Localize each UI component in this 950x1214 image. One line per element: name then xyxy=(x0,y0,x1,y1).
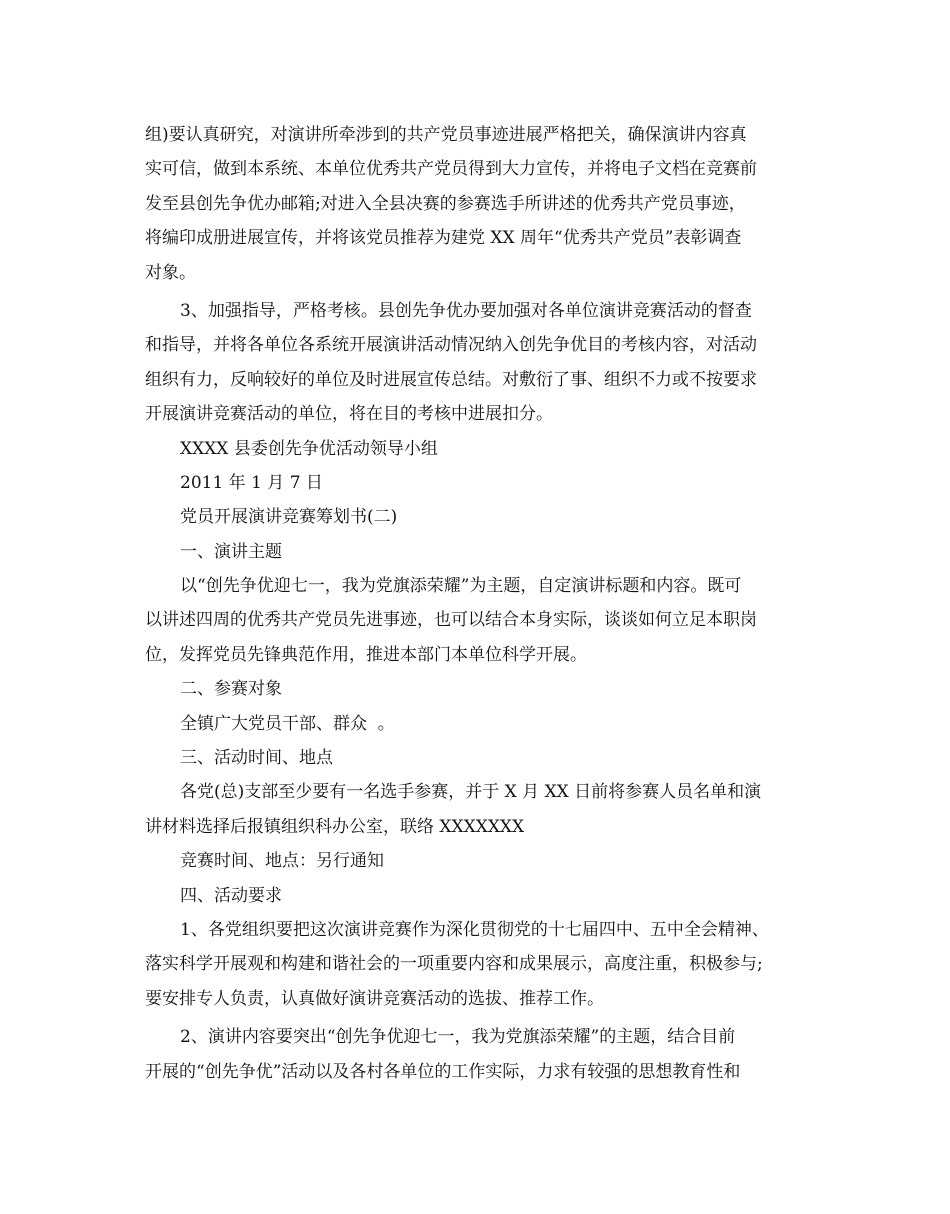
text-line: 将编印成册进展宣传，并将该党员推荐为建党 XX 周年“优秀共产党员”表彰调查 xyxy=(145,228,742,249)
text-line: 和指导，并将各单位各系统开展演讲活动情况纳入创先争优目的考核内容，对活动 xyxy=(145,335,757,356)
text-line: 以讲述四周的优秀共产党员先进事迹，也可以结合本身实际，谈谈如何立足本职岗 xyxy=(145,610,757,631)
text-line: 3、加强指导，严格考核。县创先争优办要加强对各单位演讲竞赛活动的督查 xyxy=(180,300,752,321)
signature-date: 2011 年 1 月 7 日 xyxy=(180,472,323,493)
text-line: 讲材料选择后报镇组织科办公室，联络 XXXXXXX xyxy=(145,816,525,837)
section-heading: 二、参赛对象 xyxy=(180,679,282,700)
section-title: 党员开展演讲竞赛筹划书(二) xyxy=(180,507,398,528)
text-line: 各党(总)支部至少要有一名选手参赛，并于 X 月 XX 日前将参赛人员名单和演 xyxy=(180,782,762,803)
text-line: 2、演讲内容要突出“创先争优迎七一，我为党旗添荣耀”的主题，结合目前 xyxy=(180,1027,736,1048)
text-line: 对象。 xyxy=(145,262,196,283)
section-heading: 四、活动要求 xyxy=(180,885,282,906)
text-line: 以“创先争优迎七一，我为党旗添荣耀”为主题，自定演讲标题和内容。既可 xyxy=(180,576,742,597)
text-line: 组)要认真研究，对演讲所牵涉到的共产党员事迹进展严格把关，确保演讲内容真 xyxy=(145,125,747,145)
document-body xyxy=(145,118,835,1089)
text-line: 全镇广大党员干部、群众 。 xyxy=(180,713,395,734)
signature-org: XXXX 县委创先争优活动领导小组 xyxy=(180,438,438,459)
text-line: 开展演讲竞赛活动的单位，将在目的考核中进展扣分。 xyxy=(145,404,553,425)
text-line: 发至县创先争优办邮箱;对进入全县决赛的参赛选手所讲述的优秀共产党员事迹， xyxy=(145,193,746,214)
text-line: 实可信，做到本系统、本单位优秀共产党员得到大力宣传，并将电子文档在竞赛前 xyxy=(145,159,757,180)
text-line: 竞赛时间、地点：另行通知 xyxy=(180,851,384,872)
section-heading: 三、活动时间、地点 xyxy=(180,748,333,769)
text-line: 1、各党组织要把这次演讲竞赛作为深化贯彻党的十七届四中、五中全会精神、 xyxy=(180,919,769,940)
text-line: 开展的“创先争优”活动以及各村各单位的工作实际，力求有较强的思想教育性和 xyxy=(145,1061,741,1082)
text-line: 要安排专人负责，认真做好演讲竞赛活动的选拔、推荐工作。 xyxy=(145,988,604,1009)
text-line: 位，发挥党员先锋典范作用，推进本部门本单位科学开展。 xyxy=(145,644,587,665)
section-heading: 一、演讲主题 xyxy=(180,541,282,562)
text-line: 落实科学开展观和构建和谐社会的一项重要内容和成果展示，高度注重，积极参与; xyxy=(145,954,763,975)
text-line: 组织有力，反响较好的单位及时进展宣传总结。对敷衍了事、组织不力或不按要求 xyxy=(145,369,757,390)
